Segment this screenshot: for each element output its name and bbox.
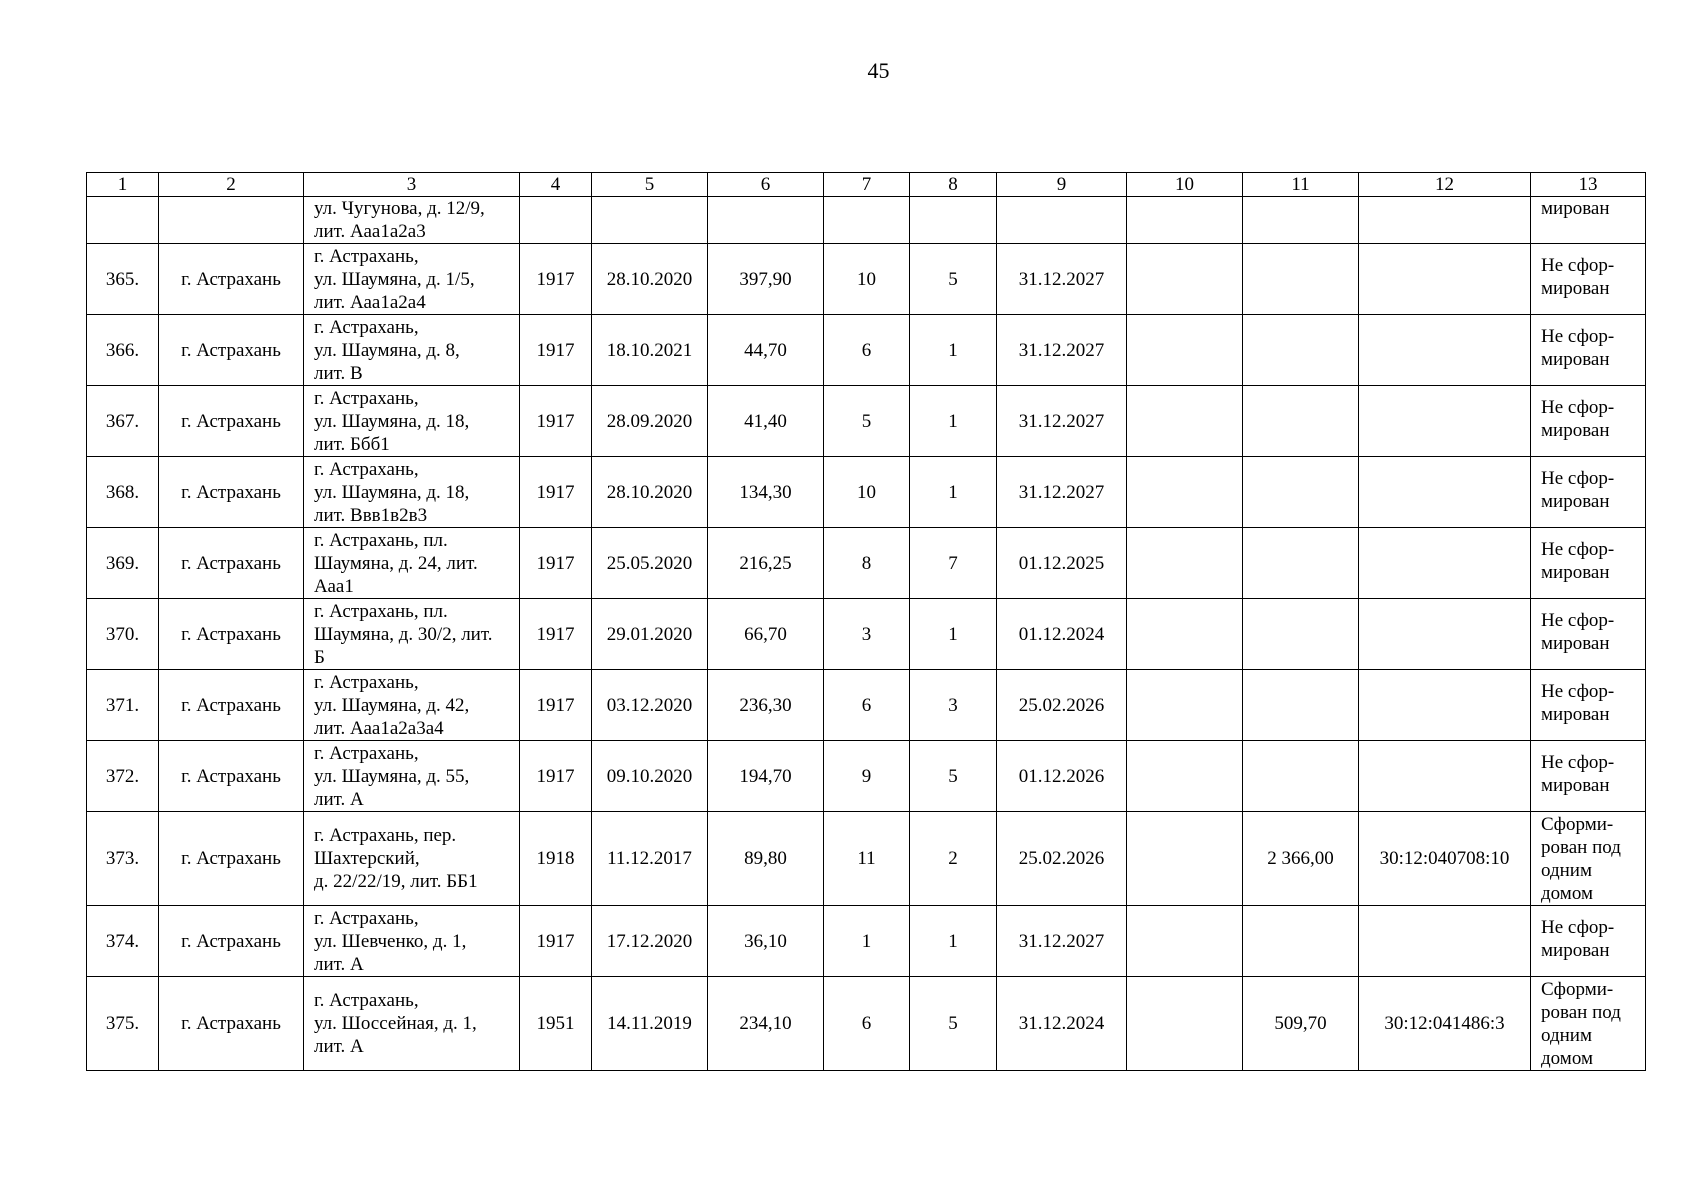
- cell-land-area: [1243, 386, 1359, 457]
- cell-status: [1531, 670, 1646, 741]
- cell-address: [304, 906, 520, 977]
- cell-col-7: 5: [824, 386, 910, 457]
- status-line: мирован: [1541, 349, 1610, 370]
- cell-col-10: [1127, 197, 1243, 244]
- cell-year: 1917: [520, 386, 592, 457]
- status-line: Не сфор-: [1541, 917, 1615, 938]
- table-row: [87, 977, 1646, 1071]
- cell-land-area: 509,70: [1243, 977, 1359, 1071]
- address-line: Шаумяна, д. 24, лит.: [314, 552, 478, 574]
- status-line: одним: [1541, 1024, 1592, 1046]
- status-line: мирован: [1541, 278, 1610, 299]
- cell-year: 1917: [520, 670, 592, 741]
- address-line: лит. Ббб1: [314, 433, 390, 455]
- address-line: ул. Шоссейная, д. 1,: [314, 1013, 477, 1034]
- cell-col-7: 6: [824, 670, 910, 741]
- cell-col-8: 5: [910, 977, 997, 1071]
- cell-col-8: 3: [910, 670, 997, 741]
- cell-deadline: 31.12.2027: [997, 386, 1127, 457]
- cell-cadastral-number: [1359, 244, 1531, 315]
- cell-col-7: [824, 197, 910, 244]
- cell-city: г. Астрахань: [159, 457, 304, 528]
- cell-col-11: [1243, 197, 1359, 244]
- cell-status: [1531, 977, 1646, 1071]
- status-line: Не сфор-: [1541, 255, 1615, 276]
- cell-status: [1531, 906, 1646, 977]
- status-line: мирован: [1541, 775, 1610, 796]
- cell-address: [304, 741, 520, 812]
- address-line: г. Астрахань, пер.: [314, 825, 457, 846]
- cell-cadastral-number: [1359, 906, 1531, 977]
- cell-col-10: [1127, 599, 1243, 670]
- cell-col-8: 1: [910, 457, 997, 528]
- cell-address: [304, 386, 520, 457]
- cell-status: [1531, 457, 1646, 528]
- cell-col-7: 10: [824, 457, 910, 528]
- cell-city: г. Астрахань: [159, 528, 304, 599]
- status-line: Не сфор-: [1541, 610, 1615, 631]
- cell-status: [1531, 386, 1646, 457]
- column-header-12: 12: [1359, 173, 1531, 197]
- cell-date: 18.10.2021: [592, 315, 708, 386]
- status-line: Не сфор-: [1541, 326, 1615, 347]
- cell-cadastral-number: 30:12:040708:10: [1359, 812, 1531, 906]
- cell-cadastral-number: [1359, 457, 1531, 528]
- cell-num: 369.: [87, 528, 159, 599]
- address-line: г. Астрахань,: [314, 907, 419, 929]
- column-header-8: 8: [910, 173, 997, 197]
- status-line: мирован: [1541, 562, 1610, 583]
- cell-col-7: 10: [824, 244, 910, 315]
- status-line: рован под: [1541, 836, 1621, 858]
- cell-col-7: 11: [824, 812, 910, 906]
- address-line: Шаумяна, д. 30/2, лит.: [314, 623, 493, 645]
- cell-year: 1918: [520, 812, 592, 906]
- cell-cadastral-number: [1359, 670, 1531, 741]
- address-line: Шахтерский,: [314, 848, 420, 869]
- address-line: г. Астрахань,: [314, 742, 419, 764]
- cell-status: [1531, 528, 1646, 599]
- cell-year: 1917: [520, 457, 592, 528]
- cell-col-8: [910, 197, 997, 244]
- cell-col-10: [1127, 741, 1243, 812]
- status-line: Сформи-: [1541, 813, 1614, 835]
- cell-area: 234,10: [708, 977, 824, 1071]
- address-line: ул. Шаумяна, д. 1/5,: [314, 268, 475, 290]
- status-line: рован под: [1541, 1001, 1621, 1023]
- cell-num: 366.: [87, 315, 159, 386]
- cell-city: г. Астрахань: [159, 386, 304, 457]
- cell-col-7: 3: [824, 599, 910, 670]
- column-header-1: 1: [87, 173, 159, 197]
- cell-num: 367.: [87, 386, 159, 457]
- cell-land-area: [1243, 741, 1359, 812]
- cell-area: 397,90: [708, 244, 824, 315]
- cell-year: 1917: [520, 315, 592, 386]
- cell-col-8: 5: [910, 244, 997, 315]
- cell-land-area: [1243, 244, 1359, 315]
- cell-date: 17.12.2020: [592, 906, 708, 977]
- cell-col-8: 7: [910, 528, 997, 599]
- cell-date: 28.09.2020: [592, 386, 708, 457]
- address-line: д. 22/22/19, лит. ББ1: [314, 871, 478, 892]
- cell-city: г. Астрахань: [159, 315, 304, 386]
- cell-status: [1531, 197, 1646, 244]
- cell-col-8: 1: [910, 315, 997, 386]
- cell-num: 375.: [87, 977, 159, 1071]
- cell-address: [304, 457, 520, 528]
- cell-deadline: 31.12.2027: [997, 906, 1127, 977]
- cell-col-12: [1359, 197, 1531, 244]
- status-line: мирован: [1541, 491, 1610, 512]
- cell-col-10: [1127, 977, 1243, 1071]
- cell-date: 25.05.2020: [592, 528, 708, 599]
- cell-col-10: [1127, 244, 1243, 315]
- cell-status: [1531, 812, 1646, 906]
- cell-col-10: [1127, 315, 1243, 386]
- column-header-7: 7: [824, 173, 910, 197]
- address-line: Ааа1: [314, 575, 354, 597]
- cell-city: г. Астрахань: [159, 244, 304, 315]
- cell-year: 1917: [520, 906, 592, 977]
- status-line: мирован: [1541, 420, 1610, 441]
- cell-address: [304, 599, 520, 670]
- cell-num: 372.: [87, 741, 159, 812]
- cell-year: 1917: [520, 741, 592, 812]
- column-number-row: [87, 173, 1646, 197]
- column-header-5: 5: [592, 173, 708, 197]
- cell-deadline: 01.12.2026: [997, 741, 1127, 812]
- cell-status: [1531, 244, 1646, 315]
- cell-cadastral-number: [1359, 315, 1531, 386]
- address-line: лит. В: [314, 362, 363, 384]
- cell-land-area: [1243, 315, 1359, 386]
- address-line: ул. Чугунова, д. 12/9,: [314, 198, 485, 219]
- cell-col-7: 9: [824, 741, 910, 812]
- cell-year: 1917: [520, 528, 592, 599]
- cell-col-8: 5: [910, 741, 997, 812]
- cell-col-7: 6: [824, 977, 910, 1071]
- status-line: мирован: [1541, 198, 1610, 219]
- cell-col-7: 6: [824, 315, 910, 386]
- cell-cadastral-number: [1359, 386, 1531, 457]
- address-line: ул. Шаумяна, д. 18,: [314, 481, 470, 503]
- table-row: [87, 386, 1646, 457]
- address-line: г. Астрахань,: [314, 316, 419, 338]
- cell-date: 11.12.2017: [592, 812, 708, 906]
- cell-area: 236,30: [708, 670, 824, 741]
- status-line: домом: [1541, 882, 1593, 904]
- cell-cadastral-number: 30:12:041486:3: [1359, 977, 1531, 1071]
- cell-num: 370.: [87, 599, 159, 670]
- table-body: [87, 173, 1646, 1071]
- cell-num: 365.: [87, 244, 159, 315]
- cell-city: г. Астрахань: [159, 906, 304, 977]
- cell-num: 374.: [87, 906, 159, 977]
- cell-area: 89,80: [708, 812, 824, 906]
- cell-date: 03.12.2020: [592, 670, 708, 741]
- address-line: ул. Шаумяна, д. 8,: [314, 339, 460, 361]
- address-line: г. Астрахань,: [314, 387, 419, 409]
- table-row: [87, 244, 1646, 315]
- column-header-10: 10: [1127, 173, 1243, 197]
- address-line: г. Астрахань,: [314, 671, 419, 693]
- cell-address: [304, 197, 520, 244]
- status-line: домом: [1541, 1047, 1593, 1069]
- cell-address: [304, 315, 520, 386]
- cell-land-area: [1243, 528, 1359, 599]
- address-line: лит. Ааа1а2а4: [314, 291, 426, 313]
- cell-col-10: [1127, 670, 1243, 741]
- cell-col-6: [708, 197, 824, 244]
- cell-deadline: 31.12.2027: [997, 315, 1127, 386]
- status-line: мирован: [1541, 940, 1610, 961]
- address-line: лит. Ввв1в2в3: [314, 504, 428, 526]
- cell-year: 1917: [520, 599, 592, 670]
- address-line: лит. А: [314, 788, 364, 810]
- cell-deadline: 01.12.2024: [997, 599, 1127, 670]
- table-row: [87, 457, 1646, 528]
- cell-area: 41,40: [708, 386, 824, 457]
- address-line: лит. Ааа1а2а3: [314, 221, 426, 242]
- cell-date: 09.10.2020: [592, 741, 708, 812]
- cell-col-7: 1: [824, 906, 910, 977]
- table-row: [87, 812, 1646, 906]
- cell-col-10: [1127, 812, 1243, 906]
- address-line: лит. А: [314, 953, 364, 975]
- cell-land-area: 2 366,00: [1243, 812, 1359, 906]
- table-row: [87, 741, 1646, 812]
- cell-date: 29.01.2020: [592, 599, 708, 670]
- cell-col-8: 1: [910, 599, 997, 670]
- cell-area: 194,70: [708, 741, 824, 812]
- status-line: Не сфор-: [1541, 539, 1615, 560]
- address-line: ул. Шаумяна, д. 55,: [314, 765, 470, 787]
- cell-land-area: [1243, 599, 1359, 670]
- cell-city: г. Астрахань: [159, 599, 304, 670]
- table-row: [87, 315, 1646, 386]
- cell-area: 216,25: [708, 528, 824, 599]
- cell-deadline: 01.12.2025: [997, 528, 1127, 599]
- cell-deadline: 25.02.2026: [997, 670, 1127, 741]
- status-line: Не сфор-: [1541, 468, 1615, 489]
- cell-col-8: 2: [910, 812, 997, 906]
- address-line: лит. А: [314, 1036, 364, 1057]
- cell-col-8: 1: [910, 386, 997, 457]
- column-header-4: 4: [520, 173, 592, 197]
- cell-col-10: [1127, 457, 1243, 528]
- cell-cadastral-number: [1359, 599, 1531, 670]
- cell-col-7: 8: [824, 528, 910, 599]
- cell-num: [87, 197, 159, 244]
- cell-num: 368.: [87, 457, 159, 528]
- continuation-row: [87, 197, 1646, 244]
- address-line: ул. Шевченко, д. 1,: [314, 930, 467, 952]
- cell-col-10: [1127, 906, 1243, 977]
- table-row: [87, 906, 1646, 977]
- cell-col-4: [520, 197, 592, 244]
- cell-address: [304, 528, 520, 599]
- status-line: одним: [1541, 859, 1592, 881]
- cell-city: г. Астрахань: [159, 741, 304, 812]
- cell-city: г. Астрахань: [159, 812, 304, 906]
- cell-status: [1531, 599, 1646, 670]
- cell-col-9: [997, 197, 1127, 244]
- cell-area: 134,30: [708, 457, 824, 528]
- cell-year: 1917: [520, 244, 592, 315]
- column-header-11: 11: [1243, 173, 1359, 197]
- cell-year: 1951: [520, 977, 592, 1071]
- cell-area: 44,70: [708, 315, 824, 386]
- cell-num: 373.: [87, 812, 159, 906]
- address-line: г. Астрахань, пл.: [314, 600, 448, 622]
- column-header-2: 2: [159, 173, 304, 197]
- cell-cadastral-number: [1359, 528, 1531, 599]
- cell-deadline: 31.12.2024: [997, 977, 1127, 1071]
- address-line: г. Астрахань, пл.: [314, 529, 448, 551]
- status-line: Не сфор-: [1541, 397, 1615, 418]
- cell-area: 66,70: [708, 599, 824, 670]
- status-line: Сформи-: [1541, 978, 1614, 1000]
- cell-status: [1531, 315, 1646, 386]
- address-line: ул. Шаумяна, д. 18,: [314, 410, 470, 432]
- address-line: Б: [314, 646, 325, 668]
- address-line: ул. Шаумяна, д. 42,: [314, 694, 470, 716]
- cell-date: 28.10.2020: [592, 457, 708, 528]
- cell-address: [304, 977, 520, 1071]
- status-line: мирован: [1541, 633, 1610, 654]
- cell-address: [304, 812, 520, 906]
- address-line: г. Астрахань,: [314, 990, 419, 1011]
- cell-col-8: 1: [910, 906, 997, 977]
- address-line: г. Астрахань,: [314, 245, 419, 267]
- cell-land-area: [1243, 457, 1359, 528]
- cell-date: 28.10.2020: [592, 244, 708, 315]
- column-header-9: 9: [997, 173, 1127, 197]
- cell-city: [159, 197, 304, 244]
- cell-city: г. Астрахань: [159, 670, 304, 741]
- cell-address: [304, 244, 520, 315]
- address-line: г. Астрахань,: [314, 458, 419, 480]
- page-number: 45: [867, 58, 890, 83]
- cell-land-area: [1243, 670, 1359, 741]
- column-header-13: 13: [1531, 173, 1646, 197]
- cell-cadastral-number: [1359, 741, 1531, 812]
- cell-col-10: [1127, 528, 1243, 599]
- column-header-6: 6: [708, 173, 824, 197]
- cell-status: [1531, 741, 1646, 812]
- cell-deadline: 31.12.2027: [997, 244, 1127, 315]
- cell-address: [304, 670, 520, 741]
- address-line: лит. Ааа1а2а3а4: [314, 717, 444, 739]
- cell-area: 36,10: [708, 906, 824, 977]
- table-row: [87, 528, 1646, 599]
- cell-col-5: [592, 197, 708, 244]
- status-line: Не сфор-: [1541, 681, 1615, 702]
- housing-registry-table: [86, 172, 1646, 1071]
- column-header-3: 3: [304, 173, 520, 197]
- cell-land-area: [1243, 906, 1359, 977]
- table-row: [87, 599, 1646, 670]
- cell-col-10: [1127, 386, 1243, 457]
- cell-num: 371.: [87, 670, 159, 741]
- cell-deadline: 25.02.2026: [997, 812, 1127, 906]
- cell-date: 14.11.2019: [592, 977, 708, 1071]
- cell-deadline: 31.12.2027: [997, 457, 1127, 528]
- status-line: мирован: [1541, 704, 1610, 725]
- cell-city: г. Астрахань: [159, 977, 304, 1071]
- status-line: Не сфор-: [1541, 752, 1615, 773]
- table-row: [87, 670, 1646, 741]
